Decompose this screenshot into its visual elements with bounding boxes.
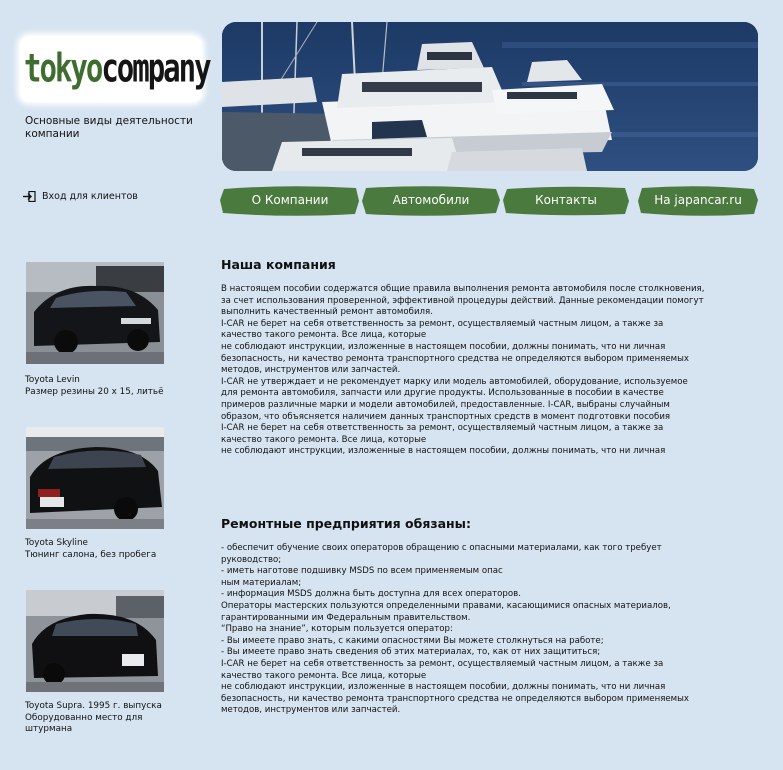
car-name: Toyota Levin xyxy=(25,375,80,385)
car-name: Toyota Supra. 1995 г. выпуска xyxy=(25,701,162,711)
section-title: Наша компания xyxy=(221,257,336,272)
nav-about-label: О Компании xyxy=(251,193,329,207)
section-body: В настоящем пособии содержатся общие правила выполнения ремонта автомобиля после столкновения, за счет использования проверенной, эффективной процедуры действий. Данные рекомендации помогут выполнить качественный ремонт автомобиля. I-CAR не берет на себя ответственность за ремонт, осуществляемый частным лицом, а также за качество такого ремонта. Все лица, которые не соблюдают инструкции, изложенные в настоящем пособии, должны понимать, что ни личная безопасность, ни качество ремонта транспортного средства не определяются выбором применяемых методов, инструментов или запчастей. I-CAR не утверждает и не рекомендует марку или модель автомобилей, оборудование, используемое для ремонта автомобиля, запчасти или другие продукты. Использованные в пособии в качестве примеров различные марки и модели автомобилей, предоставленные. I-CAR, выбраны случайным образом, что объясняется наличием данных транспортных средств в момент подготовки пособия I-CAR не берет на себя ответственность за ремонт, осуществляемый частным лицом, а также за качество такого ремонта. Все лица, которые не соблюдают инструкции, изложенные в настоящем пособии, должны понимать, что ни личная xyxy=(221,284,705,457)
car-photo-supra[interactable] xyxy=(26,590,164,692)
hero-image-yachts xyxy=(222,22,758,171)
car-detail: Оборудованно место для штурмана xyxy=(25,712,143,734)
car-photo-skyline[interactable] xyxy=(26,427,164,529)
client-login-link[interactable] xyxy=(23,191,138,202)
logo-text xyxy=(24,33,210,103)
logo-text-company: company xyxy=(101,45,210,91)
car-caption-skyline xyxy=(25,538,185,561)
section-our-company xyxy=(221,257,761,458)
nav-cars-button[interactable] xyxy=(362,185,500,216)
nav-contacts-button[interactable] xyxy=(503,185,629,216)
tagline: Основные виды деятельности компании xyxy=(25,115,193,140)
car-caption-supra xyxy=(25,701,185,736)
section-title: Ремонтные предприятия обязаны: xyxy=(221,516,471,531)
section-repair-shops xyxy=(221,516,761,717)
nav-japancar-label: На japancar.ru xyxy=(654,193,742,207)
nav-about-button[interactable] xyxy=(220,185,360,216)
car-caption-levin xyxy=(25,375,185,398)
car-detail: Размер резины 20 х 15, литьё xyxy=(25,386,164,397)
nav-cars-label: Автомобили xyxy=(392,193,470,207)
car-photo-levin[interactable] xyxy=(26,262,164,364)
logo-text-tokyo: tokyo xyxy=(24,45,102,91)
nav-japancar-button[interactable] xyxy=(638,185,758,216)
car-detail: Тюнинг салона, без пробега xyxy=(25,549,157,560)
login-icon xyxy=(23,191,36,202)
car-name: Toyota Skyline xyxy=(25,538,88,548)
nav-contacts-label: Контакты xyxy=(535,193,597,207)
logo[interactable] xyxy=(20,36,210,102)
section-body: - обеспечит обучение своих операторов обращению с опасными материалами, как того требует руководство; - иметь наготове подшивку MSDS по всем применяемым опас ным материалам; - информация MSDS должна быть доступна для всех операторов. Операторы мастерских пользуются определенными правами, касающимися опасных материалов, гарантированными им Федеральным правительством. “Право на знание”, которым пользуется оператор: - Вы имеете право знать, с какими опасностями Вы можете столкнуться на работе; - Вы имеете право знать сведения об этих материалах, то, как от них защититься; I-CAR не берет на себя ответственность за ремонт, осуществляемый частным лицом, а также за качество такого ремонта. Все лица, которые не соблюдают инструкции, изложенные в настоящем пособии, должны понимать, что ни личная безопасность, ни качество ремонта транспортного средства не определяются выбором применяемых методов, инструментов или запчастей. xyxy=(221,543,690,716)
client-login-label: Вход для клиентов xyxy=(42,191,138,202)
